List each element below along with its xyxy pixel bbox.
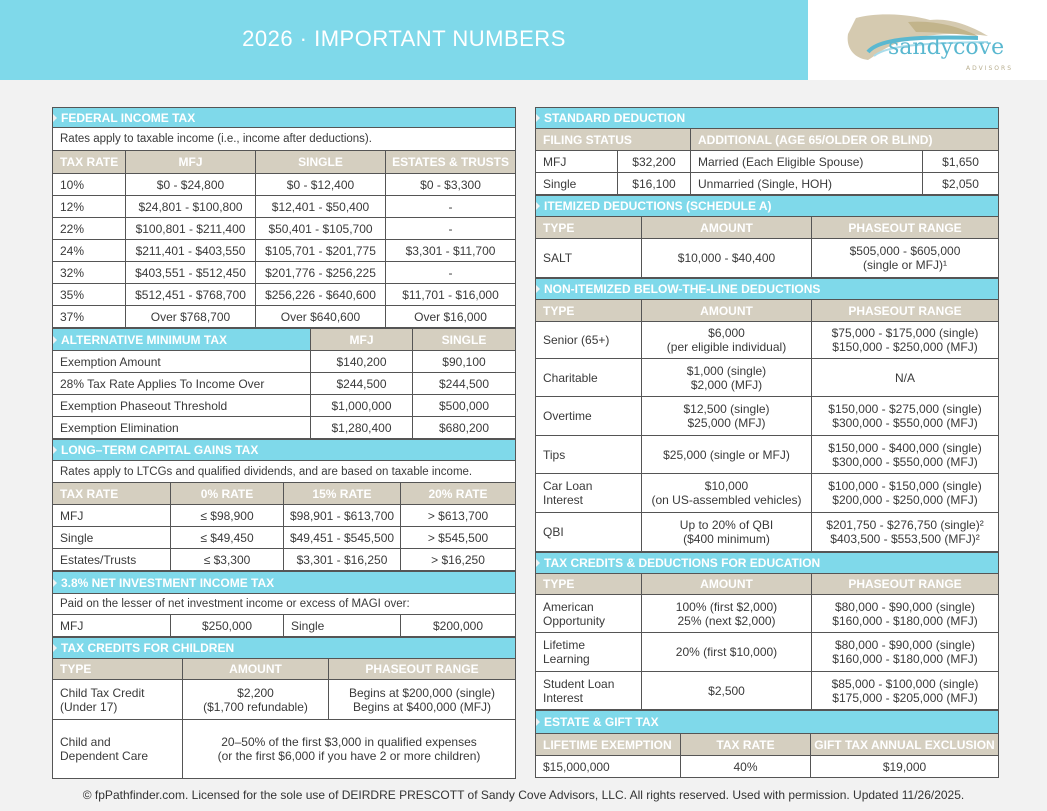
table-row [536,151,999,173]
table-cell: Over $768,700 [126,306,256,328]
table-cell: $0 - $24,800 [126,174,256,196]
row-label: 35% [53,284,126,306]
table-cell: $200,000 [401,615,516,637]
table-row [53,549,516,571]
table-row [536,359,999,397]
column-header: MFJ [126,151,256,174]
ltcg-note-row [53,461,516,483]
education-table [535,552,999,710]
row-label: MFJ [536,151,618,173]
column-header: TYPE [536,300,642,322]
table-cell: $1,280,400 [311,417,413,439]
column-header: TAX RATE [53,483,171,505]
row-label: 10% [53,174,126,196]
row-label: Overtime [536,397,642,436]
column-header: ESTATES & TRUSTS [386,151,516,174]
table-cell: $2,050 [923,173,999,195]
footer-copyright: © fpPathfinder.com. Licensed for the sole use of DEIRDRE PRESCOTT of Sandy Cove Advisors, LLC. All rights reserved. Used with permission. Updated 11/26/2025. [82,788,965,802]
table-cell: - [386,262,516,284]
table-row [53,196,516,218]
table-cell: Single [284,615,401,637]
column-header: PHASEOUT RANGE [812,574,999,595]
table-cell: $403,551 - $512,450 [126,262,256,284]
ltcg-title-row [53,440,516,461]
column-header: AMOUNT [642,574,812,595]
column-header: AMOUNT [642,300,812,322]
table-cell: $105,701 - $201,775 [256,240,386,262]
standard-table [535,107,999,195]
table-cell: $0 - $3,300 [386,174,516,196]
table-cell: $16,100 [618,173,691,195]
amt-table [52,328,516,439]
table-row [536,474,999,513]
table-cell: $80,000 - $90,000 (single) $160,000 - $180,000 (MFJ) [812,633,999,672]
table-cell: $100,000 - $150,000 (single) $200,000 - $250,000 (MFJ) [812,474,999,513]
federal-section-title: FEDERAL INCOME TAX [53,108,516,128]
table-cell: $211,401 - $403,550 [126,240,256,262]
column-header: TYPE [536,574,642,595]
table-row [53,505,516,527]
column-header: PHASEOUT RANGE [329,659,516,680]
ltcg-section-title: LONG–TERM CAPITAL GAINS TAX [53,440,516,461]
amt-title-row [53,329,516,351]
column-header: MFJ [311,329,413,351]
table-cell: $680,200 [413,417,516,439]
table-cell: $2,500 [642,672,812,710]
children-section-title: TAX CREDITS FOR CHILDREN [53,638,516,659]
table-row [53,373,516,395]
table-cell: $32,200 [618,151,691,173]
row-label: 12% [53,196,126,218]
column-header: TYPE [536,217,642,239]
table-cell: $201,776 - $256,225 [256,262,386,284]
standard-title-row [536,108,999,129]
estate-section-title: ESTATE & GIFT TAX [536,711,999,734]
table-row [53,527,516,549]
table-cell: - [386,218,516,240]
table-cell: $150,000 - $400,000 (single) $300,000 - $550,000 (MFJ) [812,436,999,474]
table-cell: $24,801 - $100,800 [126,196,256,218]
table-cell: $19,000 [811,756,999,778]
niit-table [52,571,516,637]
logo-subtitle: ADVISORS [966,65,1014,72]
table-cell: $250,000 [171,615,284,637]
table-row [53,218,516,240]
table-cell: $12,401 - $50,400 [256,196,386,218]
row-label: Charitable [536,359,642,397]
table-row [536,513,999,552]
table-cell: N/A [812,359,999,397]
table-cell: Unmarried (Single, HOH) [691,173,923,195]
table-cell: $140,200 [311,351,413,373]
table-cell: Over $16,000 [386,306,516,328]
table-cell: $0 - $12,400 [256,174,386,196]
table-cell: $75,000 - $175,000 (single) $150,000 - $250,000 (MFJ) [812,322,999,359]
column-header: SINGLE [256,151,386,174]
table-cell: 40% [681,756,811,778]
column-header: 20% RATE [401,483,516,505]
table-row [53,720,516,779]
row-label: Tips [536,436,642,474]
column-header: TAX RATE [53,151,126,174]
row-label: Senior (65+) [536,322,642,359]
table-cell: $90,100 [413,351,516,373]
table-cell: $50,401 - $105,700 [256,218,386,240]
table-cell: $25,000 (single or MFJ) [642,436,812,474]
amt-section-title: ALTERNATIVE MINIMUM TAX [53,329,311,351]
row-label: Exemption Amount [53,351,311,373]
federal-note: Rates apply to taxable income (i.e., income after deductions). [53,128,516,151]
table-row [536,239,999,278]
table-cell: 20–50% of the first $3,000 in qualified expenses (or the first $6,000 if you have 2 or more children) [183,720,516,779]
row-label: Child and Dependent Care [53,720,183,779]
table-row [53,417,516,439]
header-bar [0,0,808,80]
federal-header-row [53,151,516,174]
estate-title-row [536,711,999,734]
table-cell: $500,000 [413,395,516,417]
niit-note-row [53,594,516,615]
row-label: $15,000,000 [536,756,681,778]
row-label: 28% Tax Rate Applies To Income Over [53,373,311,395]
table-row [53,615,516,637]
row-label: Single [536,173,618,195]
table-cell: $3,301 - $11,700 [386,240,516,262]
table-cell: $244,500 [413,373,516,395]
column-header: ADDITIONAL (AGE 65/OLDER OR BLIND) [691,129,999,151]
column-header: 15% RATE [284,483,401,505]
row-label: Exemption Elimination [53,417,311,439]
table-cell: $98,901 - $613,700 [284,505,401,527]
standard-section-title: STANDARD DEDUCTION [536,108,999,129]
column-header: TAX RATE [681,734,811,756]
table-cell: $256,226 - $640,600 [256,284,386,306]
table-cell: $1,000 (single) $2,000 (MFJ) [642,359,812,397]
table-cell: $80,000 - $90,000 (single) $160,000 - $180,000 (MFJ) [812,595,999,633]
right-column [535,107,998,778]
table-row [536,672,999,710]
row-label: Estates/Trusts [53,549,171,571]
standard-header-row [536,129,999,151]
column-header: GIFT TAX ANNUAL EXCLUSION [811,734,999,756]
page-title: 2026 · IMPORTANT NUMBERS [242,26,566,51]
table-cell: $85,000 - $100,000 (single) $175,000 - $205,000 (MFJ) [812,672,999,710]
table-cell: $10,000 (on US-assembled vehicles) [642,474,812,513]
table-cell: ≤ $98,900 [171,505,284,527]
federal-note-row [53,128,516,151]
row-label: Lifetime Learning [536,633,642,672]
table-row [53,395,516,417]
table-cell: $3,301 - $16,250 [284,549,401,571]
table-cell: Begins at $200,000 (single) Begins at $400,000 (MFJ) [329,680,516,720]
table-row [536,595,999,633]
table-cell: Up to 20% of QBI ($400 minimum) [642,513,812,552]
federal-title-row [53,108,516,128]
itemized-header-row [536,217,999,239]
table-row [53,284,516,306]
row-label: Car Loan Interest [536,474,642,513]
nonitemized-title-row [536,279,999,300]
table-cell: ≤ $49,450 [171,527,284,549]
estate-table [535,710,999,778]
table-cell: $1,000,000 [311,395,413,417]
nonitemized-section-title: NON-ITEMIZED BELOW-THE-LINE DEDUCTIONS [536,279,999,300]
table-cell: $2,200 ($1,700 refundable) [183,680,329,720]
row-label: 37% [53,306,126,328]
ltcg-table [52,439,516,571]
table-row [536,633,999,672]
table-cell: $1,650 [923,151,999,173]
column-header: TYPE [53,659,183,680]
row-label: Child Tax Credit (Under 17) [53,680,183,720]
sandycove-logo [808,0,1047,80]
row-label: American Opportunity [536,595,642,633]
table-cell: > $613,700 [401,505,516,527]
column-header: FILING STATUS [536,129,691,151]
table-cell: $11,701 - $16,000 [386,284,516,306]
column-header: AMOUNT [642,217,812,239]
row-label: Exemption Phaseout Threshold [53,395,311,417]
table-cell: > $545,500 [401,527,516,549]
education-header-row [536,574,999,595]
table-row [536,436,999,474]
row-label: SALT [536,239,642,278]
table-row [536,756,999,778]
table-row [536,173,999,195]
nonitemized-header-row [536,300,999,322]
row-label: 32% [53,262,126,284]
left-column [52,107,515,779]
table-cell: $201,750 - $276,750 (single)² $403,500 - $553,500 (MFJ)² [812,513,999,552]
table-cell: $12,500 (single) $25,000 (MFJ) [642,397,812,436]
column-header: PHASEOUT RANGE [812,300,999,322]
row-label: Student Loan Interest [536,672,642,710]
table-cell: 20% (first $10,000) [642,633,812,672]
federal-table [52,107,516,328]
education-title-row [536,553,999,574]
logo-wordmark: sandycove [888,35,1005,60]
table-row [536,322,999,359]
row-label: Single [53,527,171,549]
table-cell: $10,000 - $40,400 [642,239,812,278]
table-cell: $150,000 - $275,000 (single) $300,000 - $550,000 (MFJ) [812,397,999,436]
column-header: AMOUNT [183,659,329,680]
table-cell: - [386,196,516,218]
table-cell: $100,801 - $211,400 [126,218,256,240]
children-header-row [53,659,516,680]
itemized-table [535,195,999,278]
table-row [536,397,999,436]
itemized-section-title: ITEMIZED DEDUCTIONS (SCHEDULE A) [536,196,999,217]
row-label: MFJ [53,505,171,527]
table-row [53,174,516,196]
column-header: PHASEOUT RANGE [812,217,999,239]
niit-title-row [53,572,516,594]
row-label: MFJ [53,615,171,637]
table-cell: Married (Each Eligible Spouse) [691,151,923,173]
table-cell: Over $640,600 [256,306,386,328]
children-table [52,637,516,779]
row-label: 22% [53,218,126,240]
table-cell: ≤ $3,300 [171,549,284,571]
estate-header-row [536,734,999,756]
column-header: SINGLE [413,329,516,351]
table-row [53,240,516,262]
table-row [53,262,516,284]
table-cell: $505,000 - $605,000 (single or MFJ)¹ [812,239,999,278]
niit-note: Paid on the lesser of net investment income or excess of MAGI over: [53,594,516,615]
table-row [53,680,516,720]
ltcg-header-row [53,483,516,505]
column-header: 0% RATE [171,483,284,505]
itemized-title-row [536,196,999,217]
column-header: LIFETIME EXEMPTION [536,734,681,756]
table-row [53,351,516,373]
table-cell: $244,500 [311,373,413,395]
children-title-row [53,638,516,659]
table-row [53,306,516,328]
table-cell: $512,451 - $768,700 [126,284,256,306]
row-label: QBI [536,513,642,552]
nonitemized-table [535,278,999,552]
table-cell: $49,451 - $545,500 [284,527,401,549]
table-cell: $6,000 (per eligible individual) [642,322,812,359]
row-label: 24% [53,240,126,262]
table-cell: 100% (first $2,000) 25% (next $2,000) [642,595,812,633]
table-cell: > $16,250 [401,549,516,571]
niit-section-title: 3.8% NET INVESTMENT INCOME TAX [53,572,516,594]
ltcg-note: Rates apply to LTCGs and qualified dividends, and are based on taxable income. [53,461,516,483]
education-section-title: TAX CREDITS & DEDUCTIONS FOR EDUCATION [536,553,999,574]
